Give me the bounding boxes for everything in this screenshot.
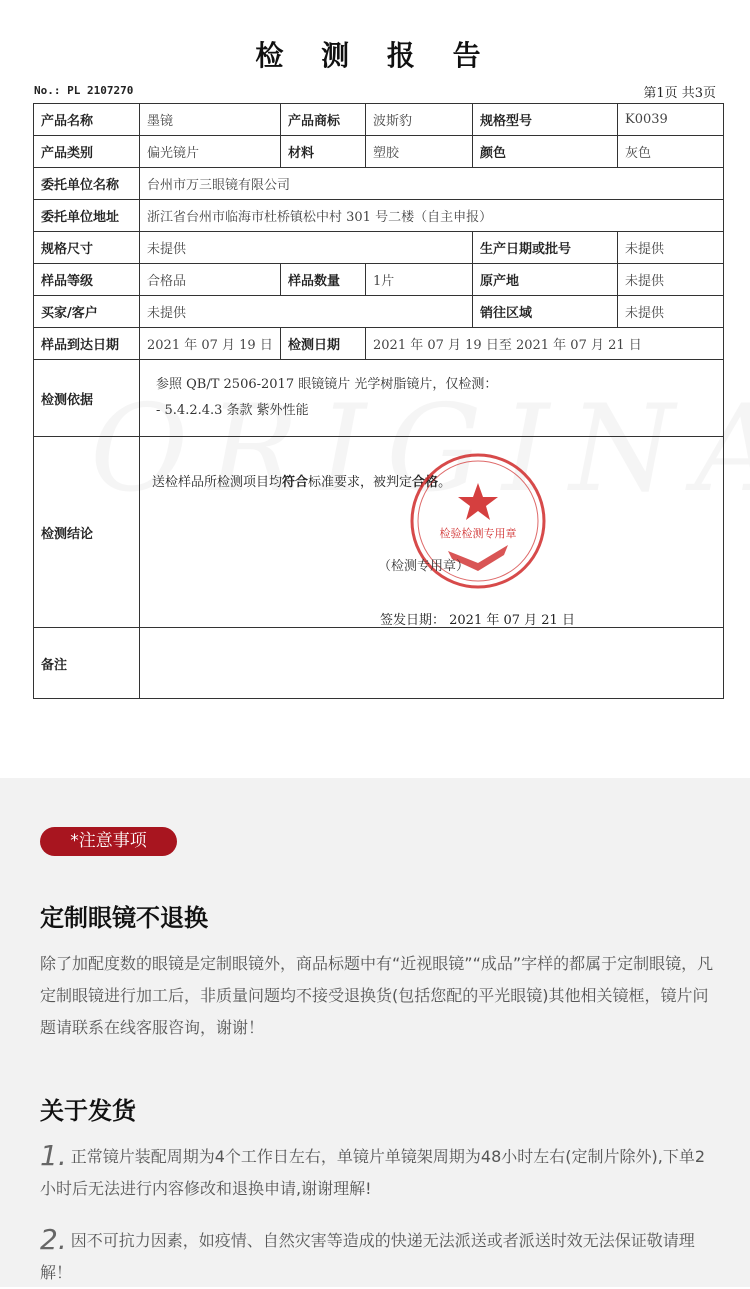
buyer-value: 未提供 — [140, 296, 473, 328]
qty-label: 样品数量 — [281, 264, 366, 296]
sales-label: 销往区域 — [473, 296, 618, 328]
color-label: 颜色 — [473, 136, 618, 168]
stamp-label: （检测专用章） — [378, 559, 470, 574]
origin-label: 原产地 — [473, 264, 618, 296]
table-row — [34, 264, 724, 296]
address-value: 浙江省台州市临海市杜桥镇松中村 301 号二楼（自主申报） — [140, 200, 724, 232]
basis-line-1: 参照 QB/T 2506-2017 眼镜镜片 光学树脂镜片，仅检测： — [156, 377, 498, 392]
spec-label: 规格尺寸 — [34, 232, 140, 264]
custom-glasses-title: 定制眼镜不退换 — [40, 904, 208, 932]
basis-line-2: - 5.4.2.4.3 条款 紫外性能 — [156, 403, 309, 418]
table-row — [34, 104, 724, 136]
report-number: No.: PL 2107270 — [34, 84, 134, 97]
arrive-value: 2021 年 07 月 19 日 — [140, 328, 281, 360]
table-row — [34, 328, 724, 360]
conclusion-label: 检测结论 — [34, 437, 140, 628]
remark-label: 备注 — [34, 628, 140, 699]
table-row — [34, 232, 724, 264]
shipping-item-2: 2. 因不可抗力因素，如疫情、自然灾害等造成的快递无法派送或者派送时效无法保证敬请理解！ — [40, 1223, 695, 1282]
qty-value: 1片 — [366, 264, 473, 296]
sign-date: 签发日期： 2021 年 07 月 21 日 — [380, 613, 575, 628]
remark-value — [140, 628, 724, 699]
test-date-label: 检测日期 — [281, 328, 366, 360]
material-value: 塑胶 — [366, 136, 473, 168]
custom-glasses-body: 除了加配度数的眼镜是定制眼镜外，商品标题中有“近视眼镜”“成品”字样的都属于定制眼镜，凡定制眼镜进行加工后，非质量问题均不接受退换货(包括您配的平光眼镜)其他相关镜框，镜片问题请联系在线客服咨询，谢谢！ — [40, 954, 714, 1037]
trademark-value: 波斯豹 — [366, 104, 473, 136]
notice-tag: *注意事项 — [40, 827, 177, 856]
category-label: 产品类别 — [34, 136, 140, 168]
conclusion-cell — [140, 437, 724, 628]
page-info: 第1页 共3页 — [643, 86, 716, 101]
table-row — [34, 628, 724, 699]
arrive-label: 样品到达日期 — [34, 328, 140, 360]
basis-label: 检测依据 — [34, 360, 140, 437]
stamp-text: 检验检测专用章 — [439, 527, 517, 540]
table-row — [34, 168, 724, 200]
report-table — [33, 103, 724, 699]
conclusion-text: 送检样品所检测项目均符合标准要求，被判定合格。 — [152, 475, 452, 490]
product-name-label: 产品名称 — [34, 104, 140, 136]
grade-label: 样品等级 — [34, 264, 140, 296]
model-label: 规格型号 — [473, 104, 618, 136]
buyer-label: 买家/客户 — [34, 296, 140, 328]
product-name-value: 墨镜 — [140, 104, 281, 136]
table-row — [34, 136, 724, 168]
color-value: 灰色 — [618, 136, 724, 168]
table-row — [34, 200, 724, 232]
address-label: 委托单位地址 — [34, 200, 140, 232]
test-date-value: 2021 年 07 月 19 日至 2021 年 07 月 21 日 — [366, 328, 724, 360]
model-value: K0039 — [618, 104, 724, 136]
notice-section — [0, 778, 750, 1287]
grade-value: 合格品 — [140, 264, 281, 296]
category-value: 偏光镜片 — [140, 136, 281, 168]
sales-value: 未提供 — [618, 296, 724, 328]
origin-value: 未提供 — [618, 264, 724, 296]
shipping-item-1: 1. 正常镜片装配周期为4个工作日左右，单镜片单镜架周期为48小时左右(定制片除外),下单2小时后无法进行内容修改和退换申请,谢谢理解! — [40, 1139, 706, 1198]
table-row — [34, 296, 724, 328]
table-row — [34, 437, 724, 628]
material-label: 材料 — [281, 136, 366, 168]
client-value: 台州市万三眼镜有限公司 — [140, 168, 724, 200]
batch-label: 生产日期或批号 — [473, 232, 618, 264]
table-row — [34, 360, 724, 437]
batch-value: 未提供 — [618, 232, 724, 264]
spec-value: 未提供 — [140, 232, 473, 264]
basis-cell — [140, 360, 724, 437]
report-title: 检 测 报 告 — [255, 39, 495, 72]
client-label: 委托单位名称 — [34, 168, 140, 200]
shipping-title: 关于发货 — [40, 1097, 136, 1125]
trademark-label: 产品商标 — [281, 104, 366, 136]
